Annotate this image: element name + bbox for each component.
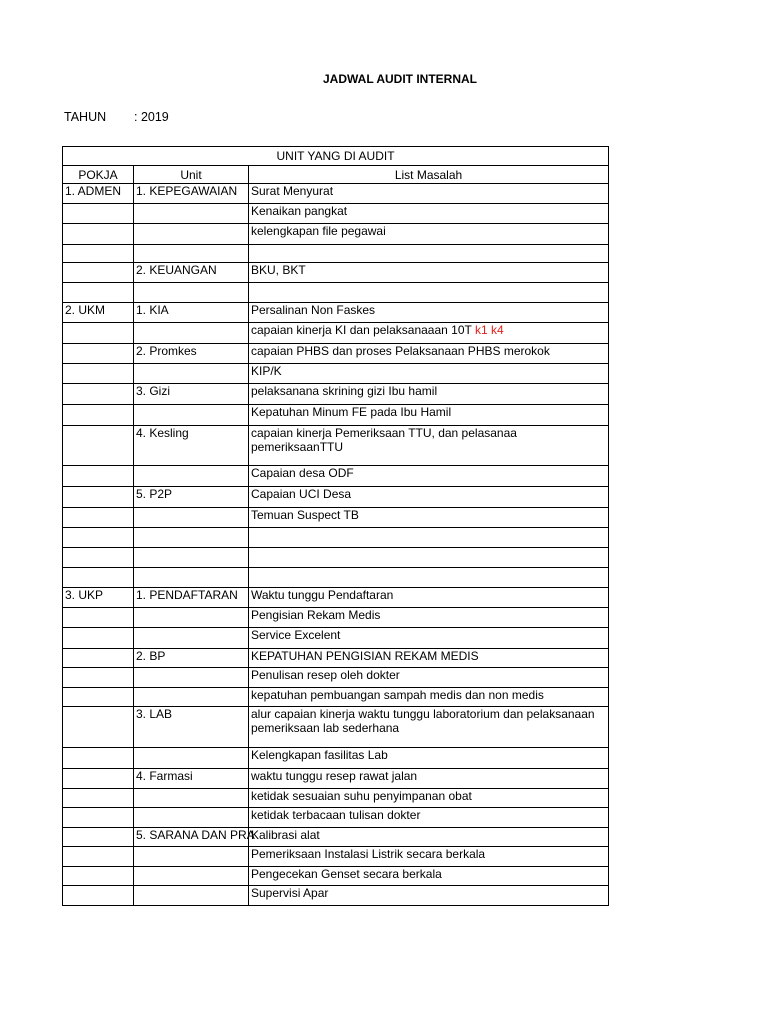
unit-cell bbox=[134, 867, 249, 886]
table-row bbox=[63, 649, 609, 668]
unit-cell bbox=[134, 707, 249, 748]
table-row bbox=[63, 886, 609, 906]
issue-cell-text: alur capaian kinerja waktu tunggu laboratorium dan pelaksanaan pemeriksaan lab sederhana bbox=[251, 707, 595, 735]
unit-cell bbox=[134, 828, 255, 847]
issue-cell-text: Supervisi Apar bbox=[251, 886, 329, 900]
unit-cell bbox=[134, 789, 249, 808]
issue-cell bbox=[249, 886, 609, 906]
issue-cell-text: Surat Menyurat bbox=[251, 184, 334, 198]
issue-cell-text: Pengecekan Genset secara berkala bbox=[251, 867, 442, 881]
unit-cell bbox=[134, 245, 249, 263]
issue-cell bbox=[249, 688, 609, 707]
issue-cell-text: KEPATUHAN PENGISIAN REKAM MEDIS bbox=[251, 649, 479, 663]
table-row bbox=[63, 628, 609, 649]
table-row bbox=[63, 508, 609, 528]
table-row bbox=[63, 487, 609, 508]
table-row bbox=[63, 426, 609, 466]
issue-cell-text: Persalinan Non Faskes bbox=[251, 303, 376, 317]
issue-cell-text: capaian PHBS dan proses Pelaksanaan PHBS merokok bbox=[251, 344, 550, 358]
pokja-cell bbox=[63, 828, 134, 847]
issue-cell-text: BKU, BKT bbox=[251, 263, 306, 277]
issue-cell bbox=[249, 608, 609, 628]
pokja-cell bbox=[63, 204, 134, 224]
issue-cell bbox=[249, 828, 609, 847]
unit-cell bbox=[134, 405, 249, 426]
unit-cell bbox=[134, 886, 249, 906]
table-row bbox=[63, 688, 609, 707]
issue-cell bbox=[249, 588, 609, 608]
pokja-cell bbox=[63, 588, 134, 608]
pokja-cell bbox=[63, 867, 134, 886]
unit-cell-text: 2. Promkes bbox=[136, 344, 197, 358]
issue-cell bbox=[249, 867, 609, 886]
issue-cell bbox=[249, 426, 609, 466]
table-row bbox=[63, 528, 609, 548]
issue-cell bbox=[249, 245, 609, 263]
pokja-cell bbox=[63, 245, 134, 263]
issue-cell-text: waktu tunggu resep rawat jalan bbox=[251, 769, 418, 783]
header-list-masalah: List Masalah bbox=[249, 166, 609, 184]
unit-cell bbox=[134, 263, 249, 283]
pokja-cell bbox=[63, 487, 134, 508]
unit-cell bbox=[134, 303, 249, 323]
unit-cell bbox=[134, 508, 249, 528]
issue-cell bbox=[249, 384, 609, 405]
pokja-cell bbox=[63, 224, 134, 245]
issue-cell bbox=[249, 364, 609, 384]
table-row bbox=[63, 867, 609, 886]
unit-cell bbox=[134, 344, 249, 364]
issue-cell-text: Pemeriksaan Instalasi Listrik secara berkala bbox=[251, 847, 486, 861]
highlighted-issue-text: k1 k4 bbox=[474, 323, 504, 337]
issue-cell-text: capaian kinerja Pemeriksaan TTU, dan pelasanaa pemeriksaanTTU bbox=[251, 426, 517, 454]
unit-cell bbox=[134, 184, 249, 204]
header-unit: Unit bbox=[134, 166, 249, 184]
pokja-cell bbox=[63, 528, 134, 548]
issue-cell bbox=[249, 224, 609, 245]
table-row bbox=[63, 364, 609, 384]
table-row bbox=[63, 466, 609, 487]
document-title: JADWAL AUDIT INTERNAL bbox=[323, 72, 477, 86]
table-row bbox=[63, 707, 609, 748]
issue-cell bbox=[249, 808, 609, 828]
issue-cell bbox=[249, 184, 609, 204]
issue-cell-text: ketidak terbacaan tulisan dokter bbox=[251, 808, 421, 822]
issue-cell bbox=[249, 568, 609, 588]
unit-cell bbox=[134, 608, 249, 628]
table-row bbox=[63, 303, 609, 323]
table-row bbox=[63, 668, 609, 688]
unit-cell-text: 3. Gizi bbox=[136, 384, 171, 398]
pokja-cell bbox=[63, 508, 134, 528]
year-value: : 2019 bbox=[134, 110, 169, 124]
pokja-cell bbox=[63, 384, 134, 405]
unit-cell bbox=[134, 588, 249, 608]
table-row bbox=[63, 204, 609, 224]
table-row bbox=[63, 608, 609, 628]
issue-cell-text: Kenaikan pangkat bbox=[251, 204, 348, 218]
unit-cell bbox=[134, 649, 249, 668]
issue-cell bbox=[249, 847, 609, 867]
unit-cell bbox=[134, 568, 249, 588]
pokja-cell bbox=[63, 364, 134, 384]
pokja-cell-text: 3. UKP bbox=[65, 588, 104, 602]
unit-cell-text: 2. KEUANGAN bbox=[136, 263, 217, 277]
pokja-cell bbox=[63, 303, 134, 323]
issue-cell bbox=[249, 528, 609, 548]
issue-cell-text: Service Excelent bbox=[251, 628, 341, 642]
pokja-cell bbox=[63, 748, 134, 769]
pokja-cell bbox=[63, 789, 134, 808]
unit-cell bbox=[134, 487, 249, 508]
unit-cell bbox=[134, 528, 249, 548]
issue-cell-text: Waktu tunggu Pendaftaran bbox=[251, 588, 394, 602]
pokja-cell bbox=[63, 405, 134, 426]
pokja-cell bbox=[63, 568, 134, 588]
issue-cell bbox=[249, 283, 609, 303]
issue-cell bbox=[249, 628, 609, 649]
pokja-cell bbox=[63, 668, 134, 688]
pokja-cell bbox=[63, 886, 134, 906]
pokja-cell-text: 1. ADMEN bbox=[65, 184, 122, 198]
table-row bbox=[63, 224, 609, 245]
table-row bbox=[63, 344, 609, 364]
table-banner-row bbox=[63, 147, 609, 166]
issue-cell-text: ketidak sesuaian suhu penyimpanan obat bbox=[251, 789, 472, 803]
unit-cell-text: 4. Farmasi bbox=[136, 769, 193, 783]
table-row bbox=[63, 789, 609, 808]
table-row bbox=[63, 263, 609, 283]
unit-cell-text: 1. PENDAFTARAN bbox=[136, 588, 238, 602]
unit-cell bbox=[134, 628, 249, 649]
issue-cell-text: pelaksanana skrining gizi Ibu hamil bbox=[251, 384, 438, 398]
issue-cell bbox=[249, 323, 609, 344]
unit-cell-text: 1. KIA bbox=[136, 303, 169, 317]
pokja-cell bbox=[63, 184, 134, 204]
issue-cell-text: kelengkapan file pegawai bbox=[251, 224, 386, 238]
unit-cell bbox=[134, 323, 249, 344]
issue-cell bbox=[249, 344, 609, 364]
pokja-cell-text: 2. UKM bbox=[65, 303, 106, 317]
issue-cell-text: Kalibrasi alat bbox=[251, 828, 320, 842]
pokja-cell bbox=[63, 426, 134, 466]
unit-cell-text: 5. SARANA DAN PRA bbox=[136, 828, 255, 842]
issue-cell bbox=[249, 263, 609, 283]
issue-cell-text: Capaian desa ODF bbox=[251, 466, 354, 480]
issue-cell-text: capaian kinerja KI dan pelaksanaaan 10T bbox=[251, 323, 475, 337]
table-row bbox=[63, 184, 609, 204]
unit-cell bbox=[134, 283, 249, 303]
issue-cell-text: Capaian UCI Desa bbox=[251, 487, 352, 501]
pokja-cell bbox=[63, 688, 134, 707]
unit-cell bbox=[134, 204, 249, 224]
unit-cell bbox=[134, 364, 249, 384]
pokja-cell bbox=[63, 466, 134, 487]
unit-cell bbox=[134, 748, 249, 769]
unit-cell bbox=[134, 384, 249, 405]
table-row bbox=[63, 828, 609, 847]
pokja-cell bbox=[63, 649, 134, 668]
table-row bbox=[63, 748, 609, 769]
issue-cell-text: Kelengkapan fasilitas Lab bbox=[251, 748, 388, 762]
year-label: TAHUN bbox=[64, 110, 107, 124]
table-banner: UNIT YANG DI AUDIT bbox=[63, 147, 609, 166]
table-row bbox=[63, 405, 609, 426]
pokja-cell bbox=[63, 344, 134, 364]
unit-cell bbox=[134, 466, 249, 487]
unit-cell bbox=[134, 224, 249, 245]
table-row bbox=[63, 568, 609, 588]
pokja-cell bbox=[63, 548, 134, 568]
issue-cell bbox=[249, 508, 609, 528]
unit-cell-text: 3. LAB bbox=[136, 707, 173, 721]
unit-cell bbox=[134, 688, 249, 707]
pokja-cell bbox=[63, 847, 134, 867]
issue-cell bbox=[249, 707, 609, 748]
table-header-row bbox=[63, 166, 609, 184]
pokja-cell bbox=[63, 283, 134, 303]
issue-cell bbox=[249, 748, 609, 769]
unit-cell bbox=[134, 548, 249, 568]
unit-cell-text: 1. KEPEGAWAIAN bbox=[136, 184, 238, 198]
table-row bbox=[63, 384, 609, 405]
issue-cell bbox=[249, 466, 609, 487]
pokja-cell bbox=[63, 608, 134, 628]
table-row bbox=[63, 283, 609, 303]
unit-cell-text: 4. Kesling bbox=[136, 426, 189, 440]
unit-cell bbox=[134, 847, 249, 867]
unit-cell-text: 5. P2P bbox=[136, 487, 173, 501]
issue-cell bbox=[249, 303, 609, 323]
issue-cell bbox=[249, 769, 609, 789]
unit-cell bbox=[134, 426, 249, 466]
unit-cell bbox=[134, 769, 249, 789]
audit-schedule-table bbox=[62, 146, 609, 906]
table-row bbox=[63, 808, 609, 828]
table-row bbox=[63, 588, 609, 608]
unit-cell bbox=[134, 668, 249, 688]
issue-cell bbox=[249, 204, 609, 224]
pokja-cell bbox=[63, 769, 134, 789]
table-row bbox=[63, 847, 609, 867]
pokja-cell bbox=[63, 707, 134, 748]
pokja-cell bbox=[63, 323, 134, 344]
issue-cell-text: Temuan Suspect TB bbox=[251, 508, 359, 522]
pokja-cell bbox=[63, 808, 134, 828]
issue-cell-text: kepatuhan pembuangan sampah medis dan non medis bbox=[251, 688, 544, 702]
issue-cell bbox=[249, 668, 609, 688]
table-row bbox=[63, 245, 609, 263]
unit-cell-text: 2. BP bbox=[136, 649, 166, 663]
unit-cell bbox=[134, 808, 249, 828]
table-row bbox=[63, 323, 609, 344]
pokja-cell bbox=[63, 263, 134, 283]
table-row bbox=[63, 769, 609, 789]
issue-cell-text: Pengisian Rekam Medis bbox=[251, 608, 381, 622]
issue-cell bbox=[249, 649, 609, 668]
table-row bbox=[63, 548, 609, 568]
header-pokja: POKJA bbox=[63, 166, 134, 184]
issue-cell-text: Penulisan resep oleh dokter bbox=[251, 668, 400, 682]
issue-cell bbox=[249, 487, 609, 508]
pokja-cell bbox=[63, 628, 134, 649]
issue-cell bbox=[249, 405, 609, 426]
issue-cell-text: KIP/K bbox=[251, 364, 282, 378]
issue-cell bbox=[249, 548, 609, 568]
issue-cell bbox=[249, 789, 609, 808]
issue-cell-text: Kepatuhan Minum FE pada Ibu Hamil bbox=[251, 405, 452, 419]
